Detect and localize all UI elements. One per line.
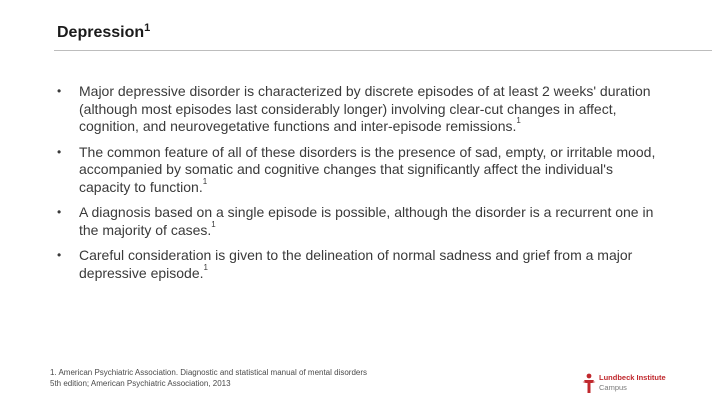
bullet-text: A diagnosis based on a single episode is possible, although the disorder is a recurrent one in the majority of cases.	[79, 204, 654, 238]
bullet-item	[56, 204, 666, 239]
bullet-dot: •	[57, 144, 62, 159]
logo-sub: Campus	[599, 383, 627, 392]
bullet-text: Careful consideration is given to the delineation of normal sadness and grief from a major depressive episode.	[79, 247, 633, 281]
bullet-dot: •	[57, 248, 62, 262]
bullet-list	[56, 83, 666, 282]
lundbeck-logo	[582, 373, 666, 395]
bullet-text: Major depressive disorder is characterized by discrete episodes of at least 2 weeks' duration (although most episodes last considerably longer) involving clear-cut changes in affect, cognition, and neurovegetative functions and inter-episode remissions.	[79, 83, 651, 134]
logo-name: Lundbeck Institute	[599, 373, 666, 382]
slide-title	[57, 24, 150, 42]
bullet-item	[56, 144, 666, 197]
reference-footnote: 1. American Psychiatric Association. Diagnostic and statistical manual of mental disorders 5th edition; American Psychiatric Association, 2013	[50, 368, 368, 388]
bullet-dot: •	[57, 205, 62, 219]
bullet-item	[56, 247, 666, 282]
title-divider	[54, 50, 712, 51]
bullet-ref: 1	[516, 116, 521, 125]
bullet-ref: 1	[202, 176, 208, 186]
slide-title-ref: 1	[144, 22, 151, 34]
bullet-dot: •	[57, 84, 62, 98]
bullet-ref: 1	[203, 262, 208, 272]
slide-title-text: Depression	[57, 24, 145, 41]
bullet-item	[56, 83, 666, 136]
bullet-ref: 1	[211, 219, 216, 229]
lundbeck-figure-icon	[582, 373, 596, 395]
bullet-text: The common feature of all of these disorders is the presence of sad, empty, or irritable mood, accompanied by somatic and cognitive changes that significantly affect the individual's capacity to function.	[79, 143, 656, 195]
